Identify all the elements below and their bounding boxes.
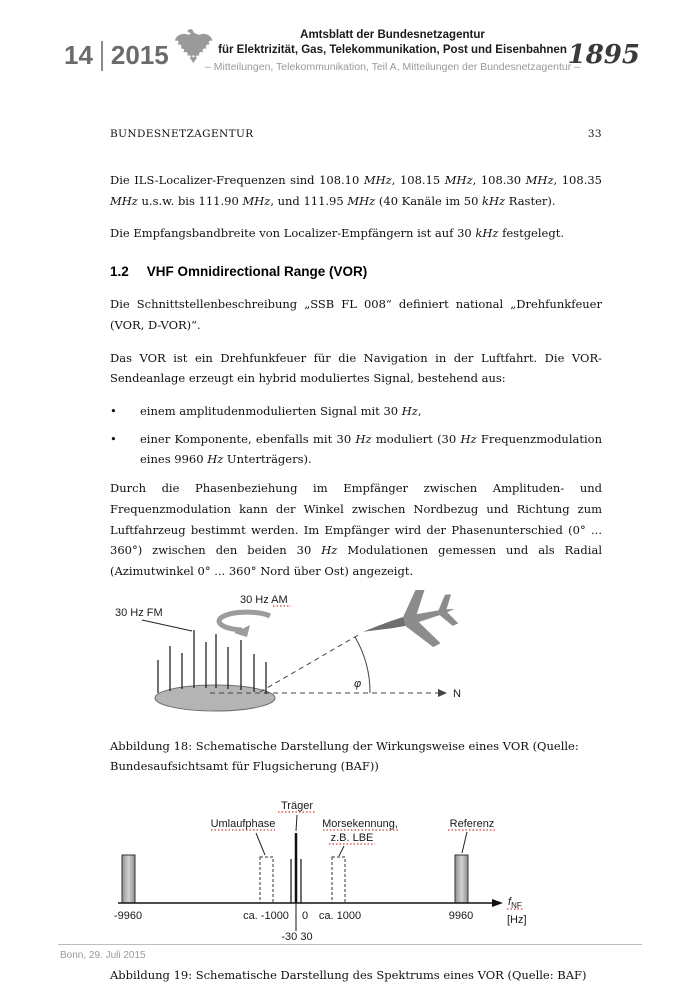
aircraft-sight-line	[260, 634, 360, 692]
bullet-icon: •	[110, 404, 117, 419]
figure-vor-schematic	[110, 590, 602, 730]
section-heading-vor	[110, 260, 602, 284]
traeger-leader	[296, 815, 297, 831]
masthead-subtitle: – Mitteilungen, Telekommunikation, Teil A, Mitteilungen der Bundesnetzagentur –	[205, 60, 580, 73]
list-item	[110, 429, 602, 470]
paragraph-ils-frequencies: Die ILS-Localizer-Frequenzen sind 108.10 MHz, 108.15 MHz, 108.30 MHz, 108.35 MHz u.s.w. bis 111.90 MHz, und 111.95 MHz (40 Kanäle im 50 kHz Raster).	[110, 173, 602, 208]
list-item	[110, 401, 602, 422]
tick-zero: 0	[301, 909, 309, 922]
fm-leader-line	[142, 620, 192, 631]
content-column	[110, 170, 602, 990]
referenz-leader	[462, 832, 467, 853]
issue-divider	[101, 41, 103, 71]
aircraft-icon	[356, 590, 463, 663]
umlaufphase-leader	[256, 833, 265, 855]
paragraph-interface-spec: Die Schnittstellenbeschreibung „SSB FL 008“ definiert national „Drehfunkfeuer (VOR, D-VOR)“.	[110, 297, 602, 333]
section-number: 1.2	[110, 264, 129, 280]
phi-angle-label: φ	[354, 677, 362, 690]
rotation-arrow-icon	[219, 612, 270, 630]
figure-vor-spectrum	[110, 791, 602, 951]
fm-signal-label: 30 Hz FM	[115, 606, 163, 619]
masthead-titles	[185, 28, 600, 73]
paragraph-receiver-bandwidth: Die Empfangsbandbreite von Localizer-Empfängern ist auf 30 kHz festgelegt.	[110, 226, 564, 241]
footer-date: Bonn, 29. Juli 2015	[60, 950, 146, 961]
umlaufphase-label: Umlaufphase	[210, 817, 276, 830]
traeger-label: Träger	[281, 799, 313, 812]
issue-block	[64, 40, 169, 71]
issue-number: 14	[64, 40, 93, 70]
morse-label-line2: z.B. LBE	[330, 831, 374, 844]
north-label: N	[453, 687, 461, 700]
subcarrier-bar-minus-9960	[122, 855, 135, 903]
bullet-icon: •	[110, 431, 117, 446]
axis-arrowhead-icon	[492, 899, 503, 907]
paragraph-vor-intro: Das VOR ist ein Drehfunkfeuer für die Navigation in der Luftfahrt. Die VOR-Sendeanlage erzeugt ein hybrid moduliertes Signal, bestehend aus:	[110, 350, 602, 386]
paragraph-phase-relationship: Durch die Phasenbeziehung im Empfänger zwischen Amplituden- und Frequenzmodulation kann der Winkel zwischen Nordbezug und Richtung zum Luftfahrzeug bestimmt werden. Im Empfänger wird der Phasenunterschied (0° ... 360°) zwischen den beiden 30 Hz Modulationen gemessen und als Radial (Azimutwinkel 0° ... 360° Nord über Ost) angezeigt.	[110, 481, 602, 578]
running-header	[110, 128, 602, 140]
list-item-text: einer Komponente, ebenfalls mit 30 Hz moduliert (30 Hz Frequenzmodulation eines 9960 Hz Unterträgers).	[140, 431, 603, 467]
morse-label-line1: Morsekennung,	[322, 817, 398, 830]
masthead-title-line1: Amtsblatt der Bundesnetzagentur	[300, 29, 485, 41]
axis-unit-label: [Hz]	[507, 913, 527, 926]
antenna-ground-plane	[155, 685, 275, 711]
reference-bar-9960	[455, 855, 468, 903]
axis-variable-label: $f_{NF}$	[508, 895, 522, 910]
footer-divider	[58, 944, 642, 945]
section-title: VHF Omnidirectional Range (VOR)	[146, 264, 368, 280]
tick-plus-minus-30: -30 30	[281, 930, 313, 943]
sideband-box-minus-1000	[260, 857, 273, 903]
sideband-box-plus-1000	[332, 857, 345, 903]
am-signal-label: 30 Hz AM	[240, 593, 288, 606]
tick-plus-1000: ca. 1000	[318, 909, 362, 922]
masthead-title-line2: für Elektrizität, Gas, Telekommunikation, Post und Eisenbahnen	[218, 43, 567, 56]
antenna-array	[158, 630, 266, 694]
masthead	[0, 0, 700, 100]
figure-19-caption: Abbildung 19: Schematische Darstellung des Spektrums eines VOR (Quelle: BAF)	[110, 967, 587, 982]
morse-leader	[339, 846, 344, 856]
tick-9960: 9960	[448, 909, 474, 922]
tick-minus-9960: -9960	[113, 909, 143, 922]
north-arrow-icon	[438, 689, 447, 697]
issue-year: 2015	[110, 40, 169, 70]
running-header-agency: BUNDESNETZAGENTUR	[110, 128, 254, 140]
referenz-label: Referenz	[449, 817, 495, 830]
figure-18-caption: Abbildung 18: Schematische Darstellung der Wirkungsweise eines VOR (Quelle: Bundesaufsichtsamt für Flugsicherung (BAF))	[110, 738, 579, 774]
list-item-text: einem amplitudenmodulierten Signal mit 30 Hz,	[140, 404, 422, 419]
tick-minus-1000: ca. -1000	[243, 909, 289, 922]
signal-component-list	[110, 401, 602, 470]
running-header-page: 33	[587, 128, 602, 140]
gazette-page-number: 1895	[567, 40, 640, 70]
